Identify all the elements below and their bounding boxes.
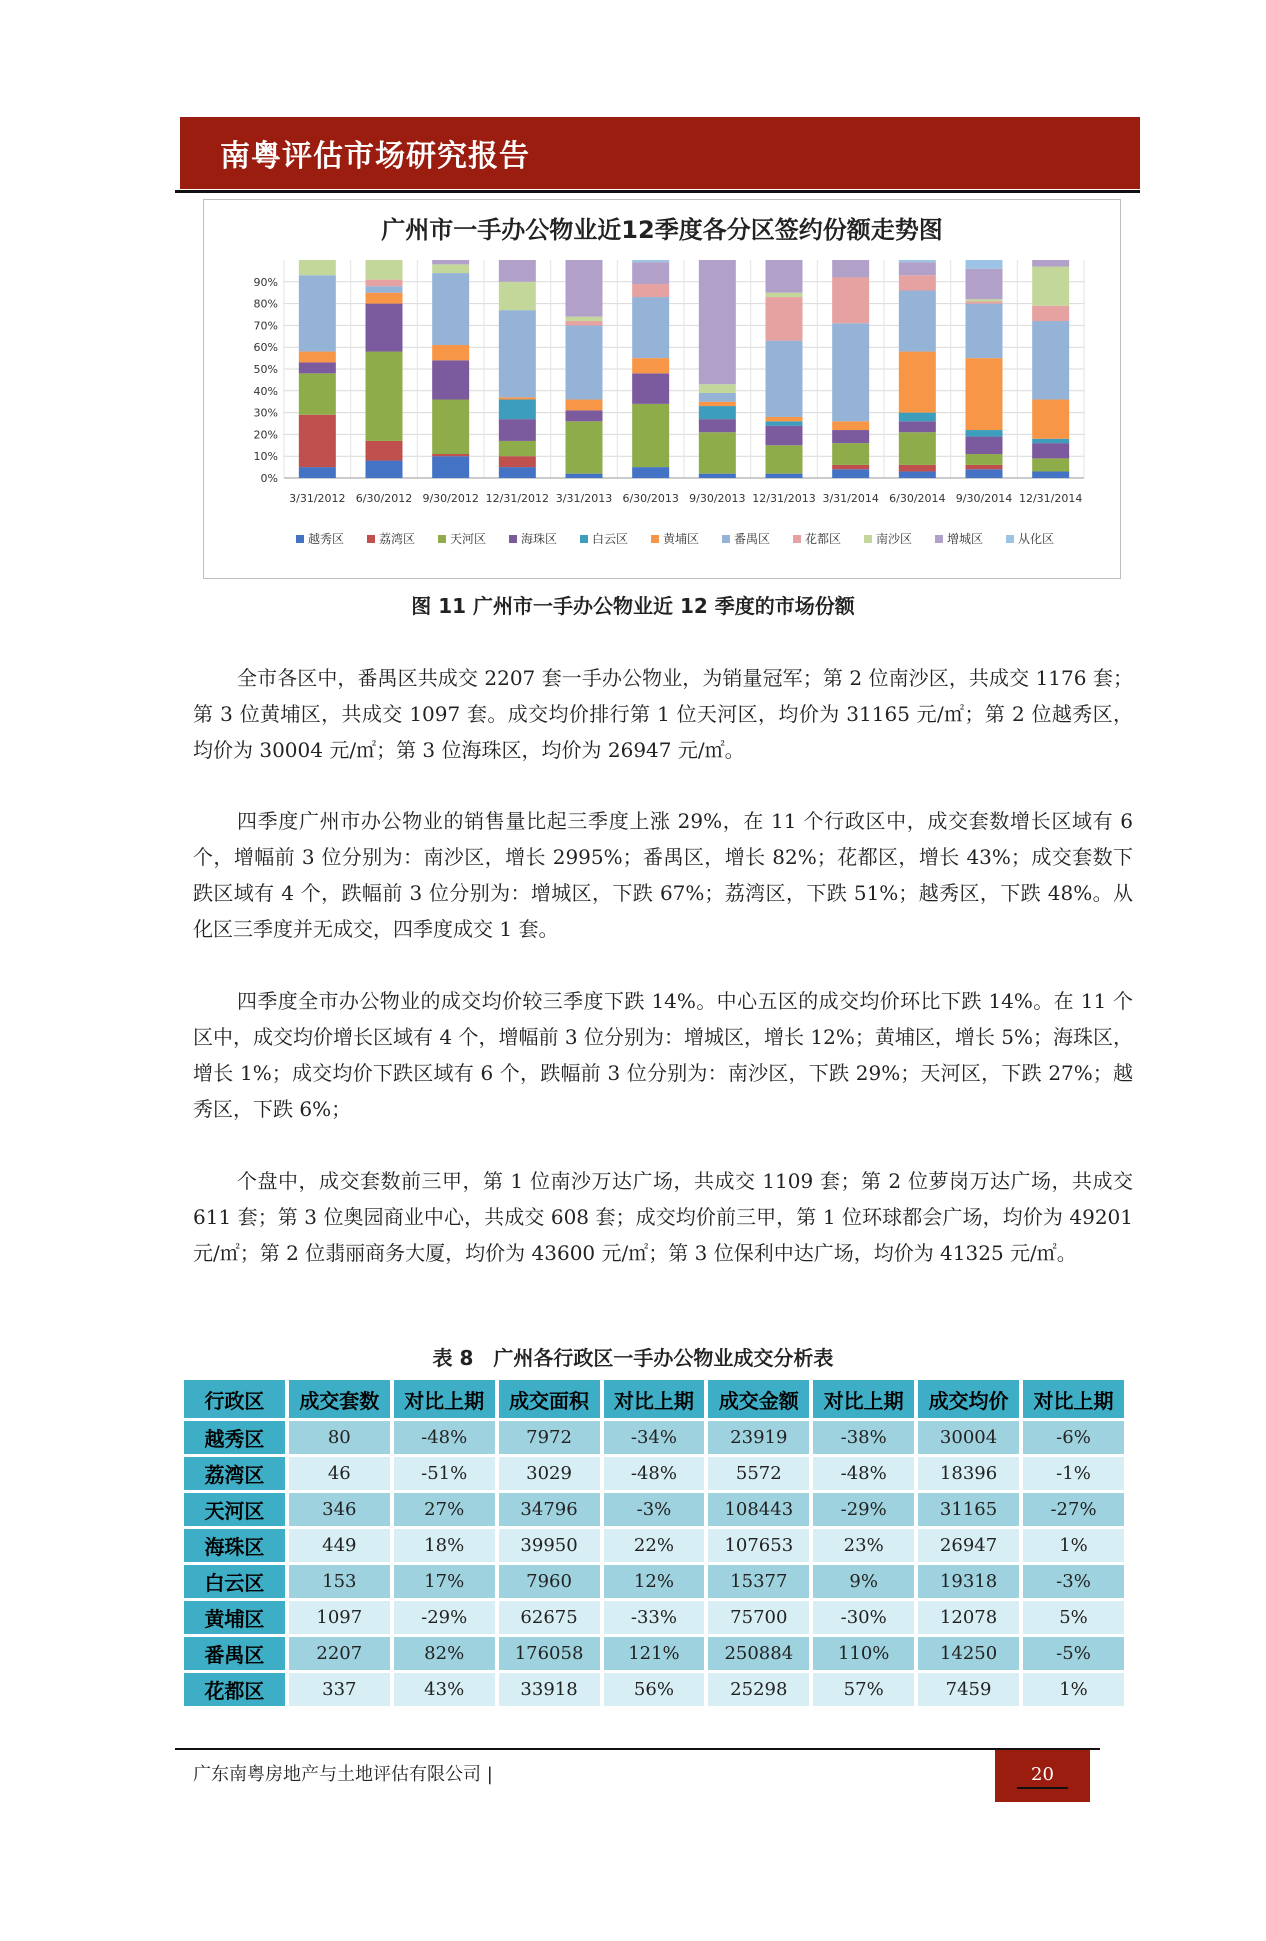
footer-divider: [175, 1748, 1100, 1750]
table-row: [184, 1673, 1124, 1706]
table-cell: 7960: [499, 1565, 600, 1598]
bar-segment: [499, 310, 536, 397]
bar-segment: [432, 264, 469, 273]
bar-segment: [432, 400, 469, 455]
y-tick-label: 50%: [253, 363, 278, 376]
bar-segment: [1032, 260, 1069, 267]
bar-segment: [366, 293, 403, 304]
table-cell: -3%: [604, 1493, 705, 1526]
y-tick-label: 70%: [253, 319, 278, 333]
table-cell: 108443: [708, 1493, 809, 1526]
bar-segment: [966, 454, 1003, 465]
bar-segment: [699, 260, 736, 384]
bar-segment: [299, 260, 336, 275]
table-cell: 56%: [604, 1673, 705, 1706]
table-cell: 25298: [708, 1673, 809, 1706]
bar-segment: [832, 465, 869, 469]
table-header-row: [184, 1380, 1124, 1418]
district-name-cell: 越秀区: [184, 1421, 285, 1454]
bar-segment: [299, 467, 336, 478]
col-amount-change: 对比上期: [813, 1380, 914, 1418]
bar-segment: [632, 297, 669, 358]
table-cell: -3%: [1023, 1565, 1124, 1598]
district-name-cell: 海珠区: [184, 1529, 285, 1562]
bar-segment: [499, 282, 536, 310]
bar-segment: [432, 456, 469, 478]
y-tick-label: 80%: [253, 297, 278, 311]
bar-segment: [632, 284, 669, 297]
bar-segment: [632, 262, 669, 284]
bar-segment: [766, 260, 803, 293]
table-row: [184, 1565, 1124, 1598]
bar-segment: [566, 321, 603, 325]
bar-segment: [832, 443, 869, 465]
bar-segment: [566, 400, 603, 411]
col-amount: 成交金额: [708, 1380, 809, 1418]
table-cell: 23%: [813, 1529, 914, 1562]
bar-segment: [832, 430, 869, 443]
x-tick-label: 6/30/2012: [355, 492, 413, 505]
x-tick-label: 3/31/2014: [822, 492, 879, 505]
table-cell: -5%: [1023, 1637, 1124, 1670]
bar-segment: [632, 373, 669, 404]
bar-segment: [699, 406, 736, 419]
table-cell: 7972: [499, 1421, 600, 1454]
x-tick-label: 6/30/2013: [622, 492, 679, 505]
bar-segment: [632, 404, 669, 467]
figure-caption: 图 11 广州市一手办公物业近 12 季度的市场份额: [411, 594, 855, 618]
legend-swatch: [580, 535, 588, 543]
bar-segment: [1032, 400, 1069, 439]
table-row: [184, 1493, 1124, 1526]
bar-segment: [566, 260, 603, 317]
x-tick-label: 9/30/2013: [689, 492, 746, 505]
bar-segment: [1032, 443, 1069, 458]
bar-segment: [499, 400, 536, 420]
x-tick-label: 12/31/2014: [1018, 492, 1083, 505]
bar-segment: [366, 441, 403, 461]
legend-label: 增城区: [947, 532, 984, 546]
table-cell: 33918: [499, 1673, 600, 1706]
y-tick-label: 10%: [253, 450, 278, 464]
legend-swatch: [509, 535, 517, 543]
bar-segment: [966, 430, 1003, 437]
bar-segment: [832, 277, 869, 323]
table-cell: 12%: [604, 1565, 705, 1598]
table-cell: 5572: [708, 1457, 809, 1490]
bar-segment: [366, 304, 403, 352]
bar-segment: [1032, 321, 1069, 399]
col-avg-price-change: 对比上期: [1023, 1380, 1124, 1418]
legend-swatch: [296, 535, 304, 543]
bar-segment: [899, 275, 936, 290]
col-units-change: 对比上期: [394, 1380, 495, 1418]
bar-segment: [1032, 267, 1069, 306]
bar-segment: [899, 352, 936, 413]
bar-segment: [699, 419, 736, 432]
table-cell: -6%: [1023, 1421, 1124, 1454]
x-tick-label: 3/31/2013: [555, 492, 613, 505]
legend-swatch: [864, 535, 872, 543]
table-cell: 26947: [918, 1529, 1019, 1562]
bar-segment: [766, 421, 803, 425]
bar-segment: [366, 260, 403, 280]
footer-company: 广东南粤房地产与土地评估有限公司 |: [193, 1764, 493, 1785]
y-tick-label: 30%: [253, 406, 278, 420]
bar-segment: [299, 373, 336, 414]
table-cell: 7459: [918, 1673, 1019, 1706]
bar-segment: [966, 469, 1003, 478]
table-cell: 250884: [708, 1637, 809, 1670]
bar-segment: [966, 299, 1003, 301]
x-tick-label: 9/30/2012: [422, 492, 479, 505]
legend-label: 花都区: [805, 532, 842, 546]
x-tick-label: 3/31/2012: [289, 492, 346, 505]
bar-segment: [899, 260, 936, 262]
table-cell: 337: [289, 1673, 390, 1706]
table-cell: 46: [289, 1457, 390, 1490]
table-cell: 39950: [499, 1529, 600, 1562]
bar-segment: [632, 467, 669, 478]
legend-swatch: [1006, 535, 1014, 543]
bar-segment: [766, 297, 803, 341]
y-tick-label: 40%: [253, 384, 278, 398]
table-cell: 82%: [394, 1637, 495, 1670]
col-units: 成交套数: [289, 1380, 390, 1418]
table-cell: -30%: [813, 1601, 914, 1634]
table-cell: 17%: [394, 1565, 495, 1598]
bar-segment: [899, 432, 936, 465]
table-cell: 3029: [499, 1457, 600, 1490]
district-name-cell: 天河区: [184, 1493, 285, 1526]
bar-segment: [499, 419, 536, 441]
bar-segment: [766, 426, 803, 446]
legend-swatch: [935, 535, 943, 543]
bar-segment: [766, 293, 803, 297]
table-cell: 18%: [394, 1529, 495, 1562]
bar-segment: [499, 467, 536, 478]
legend-label: 番禺区: [734, 532, 771, 546]
table-cell: -34%: [604, 1421, 705, 1454]
table-cell: -29%: [394, 1601, 495, 1634]
col-area-change: 对比上期: [604, 1380, 705, 1418]
paragraph-top-projects: 个盘中，成交套数前三甲，第 1 位南沙万达广场，共成交 1109 套；第 2 位萝岗万达广场，共成交 611 套；第 3 位奥园商业中心，共成交 608 套；成交均价前三甲，第 1 位环球都会广场，均价为 49201 元/㎡；第 2 位翡丽商务大厦，均价为 43600 元/㎡；第 3 位保利中达广场，均价为 41325 元/㎡。: [193, 1169, 1133, 1265]
legend-label: 从化区: [1018, 532, 1055, 546]
legend-swatch: [367, 535, 375, 543]
table-cell: 62675: [499, 1601, 600, 1634]
table-cell: 2207: [289, 1637, 390, 1670]
table-cell: -48%: [394, 1421, 495, 1454]
y-tick-label: 90%: [253, 275, 278, 289]
bar-segment: [832, 421, 869, 430]
bar-segment: [966, 437, 1003, 454]
bar-segment: [766, 417, 803, 421]
table-cell: 346: [289, 1493, 390, 1526]
bar-segment: [966, 304, 1003, 359]
bar-segment: [966, 465, 1003, 469]
legend-swatch: [438, 535, 446, 543]
table-cell: -38%: [813, 1421, 914, 1454]
bar-segment: [499, 260, 536, 282]
legend-label: 天河区: [450, 532, 487, 546]
bar-segment: [966, 269, 1003, 300]
x-tick-label: 12/31/2012: [485, 492, 550, 505]
bar-segment: [566, 317, 603, 321]
bar-segment: [966, 358, 1003, 430]
table-cell: 30004: [918, 1421, 1019, 1454]
bar-segment: [499, 441, 536, 456]
table-row: [184, 1601, 1124, 1634]
legend-label: 荔湾区: [379, 532, 416, 546]
table-row: [184, 1529, 1124, 1562]
table-cell: 27%: [394, 1493, 495, 1526]
page-number: 20: [1017, 1764, 1068, 1789]
table-cell: 1%: [1023, 1673, 1124, 1706]
x-tick-label: 6/30/2014: [889, 492, 946, 505]
table-cell: 153: [289, 1565, 390, 1598]
y-tick-label: 0%: [260, 472, 278, 485]
report-title: 南粤评估市场研究报告: [220, 139, 530, 174]
table-cell: 449: [289, 1529, 390, 1562]
bar-segment: [1032, 439, 1069, 443]
table-cell: -27%: [1023, 1493, 1124, 1526]
bar-segment: [899, 413, 936, 422]
table-cell: -48%: [604, 1457, 705, 1490]
y-tick-label: 60%: [253, 341, 278, 355]
paragraph-average-price: 四季度全市办公物业的成交均价较三季度下跌 14%。中心五区的成交均价环比下跌 14%。在 11 个区中，成交均价增长区域有 4 个，增幅前 3 位分别为：增城区，增长 12%；黄埔区，增长 5%；海珠区，增长 1%；成交均价下跌区域有 6 个，跌幅前 3 位分别为：南沙区，下跌 29%；天河区，下跌 27%；越秀区，下跌 6%；: [193, 989, 1133, 1121]
table-cell: -33%: [604, 1601, 705, 1634]
bar-segment: [299, 352, 336, 363]
district-name-cell: 白云区: [184, 1565, 285, 1598]
bar-segment: [699, 402, 736, 406]
bar-segment: [299, 275, 336, 351]
table-cell: 12078: [918, 1601, 1019, 1634]
table-cell: 57%: [813, 1673, 914, 1706]
table-cell: 110%: [813, 1637, 914, 1670]
bar-segment: [432, 260, 469, 264]
legend-swatch: [722, 535, 730, 543]
table-body: [184, 1421, 1124, 1706]
district-name-cell: 花都区: [184, 1673, 285, 1706]
bar-segment: [966, 301, 1003, 303]
bar-segment: [566, 410, 603, 421]
table-cell: -48%: [813, 1457, 914, 1490]
table-cell: -51%: [394, 1457, 495, 1490]
bar-segment: [499, 397, 536, 399]
table-cell: 121%: [604, 1637, 705, 1670]
bar-segment: [766, 341, 803, 417]
bar-segment: [366, 280, 403, 287]
table-cell: 5%: [1023, 1601, 1124, 1634]
bar-segment: [899, 465, 936, 472]
paragraph-sales-volume: 四季度广州市办公物业的销售量比起三季度上涨 29%，在 11 个行政区中，成交套数增长区域有 6 个，增幅前 3 位分别为：南沙区，增长 2995%；番禺区，增长 82%；花都区，增长 43%；成交套数下跌区域有 4 个，跌幅前 3 位分别为：增城区，下跌 67%；荔湾区，下跌 51%；越秀区，下跌 48%。从化区三季度并无成交，四季度成交 1 套。: [193, 809, 1133, 941]
legend-label: 白云区: [592, 532, 629, 546]
bar-segment: [366, 352, 403, 441]
bar-segment: [966, 260, 1003, 269]
district-name-cell: 番禺区: [184, 1637, 285, 1670]
bar-segment: [432, 345, 469, 360]
bar-segment: [366, 286, 403, 293]
table-cell: 43%: [394, 1673, 495, 1706]
bar-segment: [566, 474, 603, 478]
bar-segment: [699, 474, 736, 478]
stacked-bar-chart: [204, 200, 1120, 578]
table-cell: 23919: [708, 1421, 809, 1454]
table-cell: 22%: [604, 1529, 705, 1562]
bar-segment: [299, 415, 336, 467]
table-cell: 9%: [813, 1565, 914, 1598]
table-cell: 107653: [708, 1529, 809, 1562]
bar-segment: [699, 384, 736, 393]
district-transaction-table: [180, 1377, 1128, 1709]
bar-segment: [766, 474, 803, 478]
legend-swatch: [651, 535, 659, 543]
table-row: [184, 1457, 1124, 1490]
legend-swatch: [793, 535, 801, 543]
report-header: [180, 117, 1140, 189]
bar-segment: [899, 262, 936, 275]
page-number-box: [995, 1750, 1090, 1802]
bar-segment: [832, 469, 869, 478]
bar-segment: [1032, 458, 1069, 471]
col-avg-price: 成交均价: [918, 1380, 1019, 1418]
table-cell: 14250: [918, 1637, 1019, 1670]
table-cell: 1%: [1023, 1529, 1124, 1562]
table-row: [184, 1421, 1124, 1454]
table-cell: 19318: [918, 1565, 1019, 1598]
bar-segment: [432, 273, 469, 345]
legend-label: 越秀区: [308, 532, 345, 546]
bar-segment: [632, 260, 669, 262]
bar-segment: [899, 421, 936, 432]
market-share-chart: [203, 199, 1121, 579]
bar-segment: [566, 325, 603, 399]
table-cell: 34796: [499, 1493, 600, 1526]
district-name-cell: 黄埔区: [184, 1601, 285, 1634]
bar-segment: [366, 461, 403, 478]
table-cell: 31165: [918, 1493, 1019, 1526]
bar-segment: [899, 291, 936, 352]
bar-segment: [832, 260, 869, 277]
bar-segment: [832, 323, 869, 421]
table-cell: 75700: [708, 1601, 809, 1634]
bar-segment: [766, 445, 803, 473]
bar-segment: [632, 358, 669, 373]
table-cell: -29%: [813, 1493, 914, 1526]
bar-segment: [699, 432, 736, 473]
table-cell: -1%: [1023, 1457, 1124, 1490]
bar-segment: [1032, 471, 1069, 478]
bar-segment: [432, 360, 469, 399]
chart-title: 广州市一手办公物业近12季度各分区签约份额走势图: [381, 216, 943, 244]
bar-segment: [1032, 306, 1069, 321]
table-row: [184, 1637, 1124, 1670]
x-tick-label: 9/30/2014: [955, 492, 1013, 505]
paragraph-district-ranking: 全市各区中，番禺区共成交 2207 套一手办公物业，为销量冠军；第 2 位南沙区，共成交 1176 套；第 3 位黄埔区，共成交 1097 套。成交均价排行第 1 位天河区，均价为 31165 元/㎡；第 2 位越秀区，均价为 30004 元/㎡；第 3 位海珠区，均价为 26947 元/㎡。: [193, 666, 1133, 762]
table-caption: 表 8 广州各行政区一手办公物业成交分析表: [432, 1346, 834, 1370]
header-divider: [175, 190, 1140, 193]
legend-label: 海珠区: [521, 532, 558, 546]
x-tick-label: 12/31/2013: [752, 492, 816, 505]
y-tick-label: 20%: [253, 428, 278, 442]
table-cell: 18396: [918, 1457, 1019, 1490]
bar-segment: [432, 454, 469, 456]
table-cell: 176058: [499, 1637, 600, 1670]
bar-segment: [899, 471, 936, 478]
bar-segment: [299, 362, 336, 373]
table-cell: 1097: [289, 1601, 390, 1634]
legend-label: 南沙区: [876, 532, 913, 546]
col-district: 行政区: [184, 1380, 285, 1418]
legend-label: 黄埔区: [663, 532, 700, 546]
bar-segment: [499, 456, 536, 467]
col-area: 成交面积: [499, 1380, 600, 1418]
table-cell: 15377: [708, 1565, 809, 1598]
bar-segment: [699, 393, 736, 402]
table-cell: 80: [289, 1421, 390, 1454]
district-name-cell: 荔湾区: [184, 1457, 285, 1490]
bar-segment: [566, 421, 603, 473]
